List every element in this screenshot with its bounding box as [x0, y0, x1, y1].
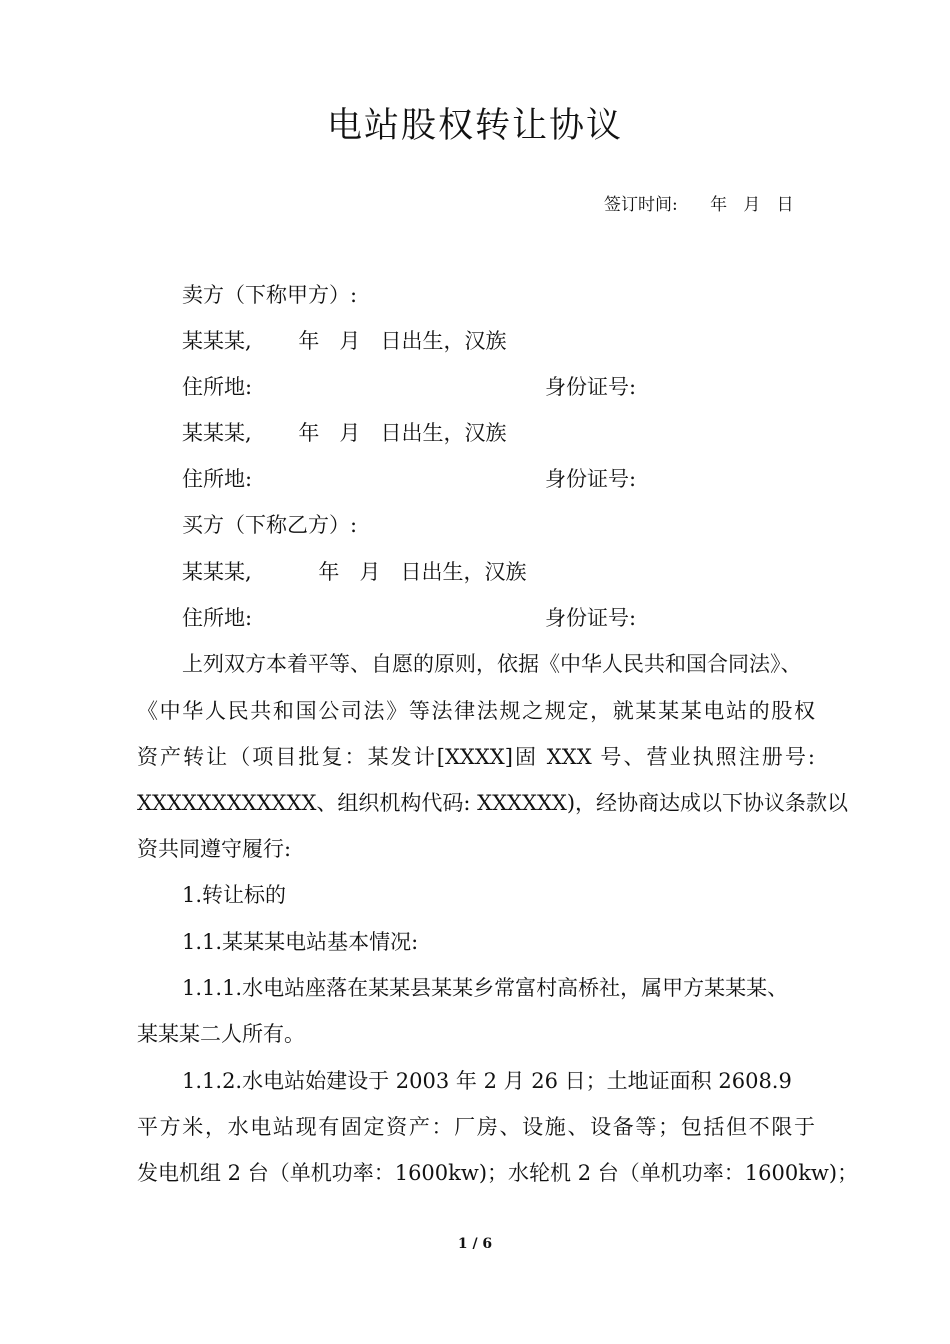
- preamble-line-3: 资产转让（项目批复：某发计[XXXX]固 XXX 号、营业执照注册号:: [137, 745, 815, 769]
- preamble-line-4: XXXXXXXXXXXX、组织机构代码: XXXXXX)，经协商达成以下协议条款以: [137, 791, 849, 815]
- preamble-line-5: 资共同遵守履行:: [137, 837, 292, 861]
- section-1-1-heading: 1.1.某某某电站基本情况:: [182, 930, 419, 954]
- page-number: 1 / 6: [457, 1236, 493, 1252]
- buyer-1-address-label: 住所地:: [182, 606, 253, 630]
- section-1-1-2-line-1: 1.1.2.水电站始建设于 2003 年 2 月 26 日；土地证面积 2608.9: [182, 1069, 792, 1093]
- seller-1-id-label: 身份证号:: [545, 375, 637, 399]
- section-1-1-2-line-2: 平方米，水电站现有固定资产：厂房、设施、设备等；包括但不限于: [137, 1115, 815, 1139]
- section-1-1-1-line-1: 1.1.1.水电站座落在某某县某某乡常富村高桥社，属甲方某某某、: [182, 976, 789, 1000]
- buyer-heading: 买方（下称乙方）:: [182, 513, 358, 537]
- preamble-line-2: 《中华人民共和国公司法》等法律法规之规定，就某某某电站的股权: [137, 699, 815, 723]
- buyer-1-id-label: 身份证号:: [545, 606, 637, 630]
- seller-1-address-label: 住所地:: [182, 375, 253, 399]
- seller-2-id-label: 身份证号:: [545, 467, 637, 491]
- seller-2-address-label: 住所地:: [182, 467, 253, 491]
- preamble-line-1: 上列双方本着平等、自愿的原则，依据《中华人民共和国合同法》、: [182, 652, 802, 676]
- signing-date: 签订时间: 年 月 日: [604, 195, 794, 215]
- section-1-1-2-line-3: 发电机组 2 台（单机功率：1600kw)；水轮机 2 台（单机功率：1600kw)；: [137, 1161, 859, 1185]
- seller-2-info: 某某某, 年 月 日出生，汉族: [182, 421, 507, 445]
- seller-1-info: 某某某, 年 月 日出生，汉族: [182, 329, 507, 353]
- document-title: 电站股权转让协议: [326, 106, 623, 146]
- buyer-1-info: 某某某, 年 月 日出生，汉族: [182, 560, 527, 584]
- section-1-heading: 1.转让标的: [182, 883, 287, 907]
- seller-heading: 卖方（下称甲方）:: [182, 283, 358, 307]
- section-1-1-1-line-2: 某某某二人所有。: [137, 1022, 305, 1046]
